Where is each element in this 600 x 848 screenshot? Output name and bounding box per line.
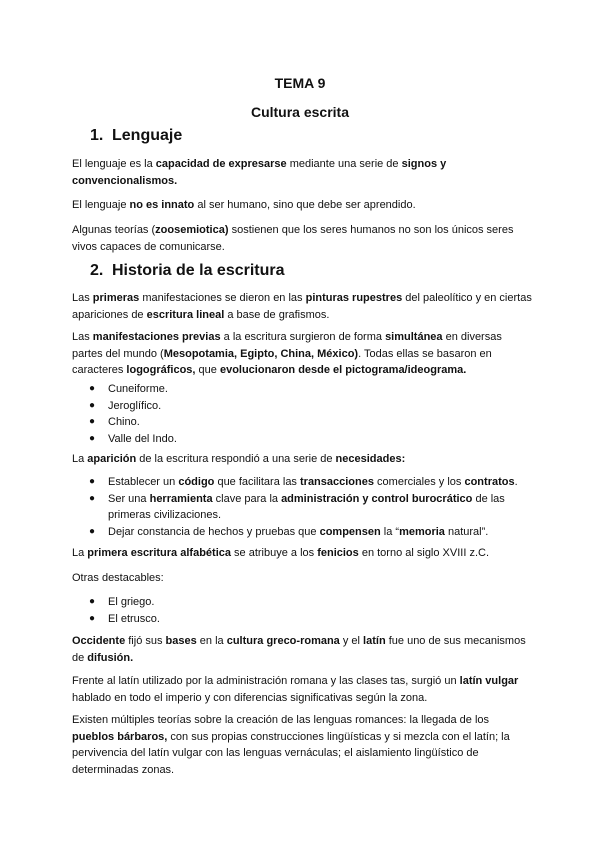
paragraph: La primera escritura alfabética se atribuye a los fenicios en torno al siglo XVIII z.C.: [72, 547, 490, 559]
paragraph: Las manifestaciones previas a la escritura surgieron de forma simultánea en diversas partes del mundo (Mesopotamia, Egipto, China, México). Todas ellas se basaron en caracteres logográficos, que evolucionaron desde el pictograma/ideograma.: [72, 331, 502, 376]
paragraph: Existen múltiples teorías sobre la creación de las lenguas romances: la llegada de los pueblos bárbaros, con sus propias construcciones lingüísticas y si mezcla con el latín; la pervivencia del latín vulgar con las lenguas vernáculas; el aislamiento lingüístico de determinadas zonas.: [72, 714, 510, 776]
list-item: ● Chino.: [72, 414, 532, 431]
section-heading-lenguaje: [90, 127, 182, 145]
paragraph: El lenguaje no es innato al ser humano, sino que debe ser aprendido.: [72, 199, 416, 211]
document-title: TEMA 9: [274, 75, 326, 91]
list-item: ● Ser una herramienta clave para la administración y control burocrático de las primeras civilizaciones.: [89, 492, 505, 521]
list-item: ● El etrusco.: [72, 611, 532, 628]
bullet-icon: ●: [89, 432, 96, 444]
list-item: ● Jeroglífico.: [72, 398, 532, 415]
document-subtitle: Cultura escrita: [250, 104, 350, 120]
paragraph: Algunas teorías (zoosemiotica) sostienen que los seres humanos no son los únicos seres vivos capaces de comunicarse.: [72, 224, 514, 253]
bullet-icon: ●: [89, 525, 96, 537]
paragraph: Las primeras manifestaciones se dieron en las pinturas rupestres del paleolítico y en ciertas apariciones de escritura lineal a base de grafismos.: [72, 292, 532, 321]
list-item: ● Valle del Indo.: [72, 431, 532, 448]
bullet-icon: ●: [89, 416, 96, 427]
bullet-icon: ●: [89, 612, 96, 624]
bullet-list: [72, 474, 532, 540]
bullet-list: [72, 381, 532, 447]
bullet-icon: ●: [89, 596, 96, 607]
list-item: ● Dejar constancia de hechos y pruebas que compensen la “memoria natural”.: [72, 524, 532, 541]
paragraph: El lenguaje es la capacidad de expresarse mediante una serie de signos y convencionalismos.: [72, 158, 447, 187]
bullet-icon: ●: [89, 492, 96, 504]
bullet-list: [72, 594, 532, 627]
list-item: ● Establecer un código que facilitara las transacciones comerciales y los contratos.: [72, 474, 532, 491]
bullet-icon: ●: [89, 476, 96, 487]
paragraph: Frente al latín utilizado por la administración romana y las clases tas, surgió un latín vulgar hablado en todo el imperio y con diferencias significativas según la zona.: [72, 675, 519, 704]
list-item: ● Cuneiforme.: [72, 381, 532, 398]
list-item: ● El griego.: [72, 594, 532, 611]
paragraph: Occidente fijó sus bases en la cultura greco-romana y el latín fue uno de sus mecanismos de difusión.: [72, 635, 526, 664]
paragraph: Otras destacables:: [72, 572, 164, 584]
section-title: Lenguaje: [112, 127, 183, 144]
section-title: Historia de la escritura: [112, 262, 285, 279]
bullet-icon: ●: [89, 383, 96, 394]
section-heading-historia: [90, 262, 285, 280]
section-number: 2.: [90, 262, 104, 279]
paragraph: La aparición de la escritura respondió a una serie de necesidades:: [72, 453, 406, 465]
bullet-icon: ●: [89, 399, 96, 411]
section-number: 1.: [90, 127, 104, 144]
